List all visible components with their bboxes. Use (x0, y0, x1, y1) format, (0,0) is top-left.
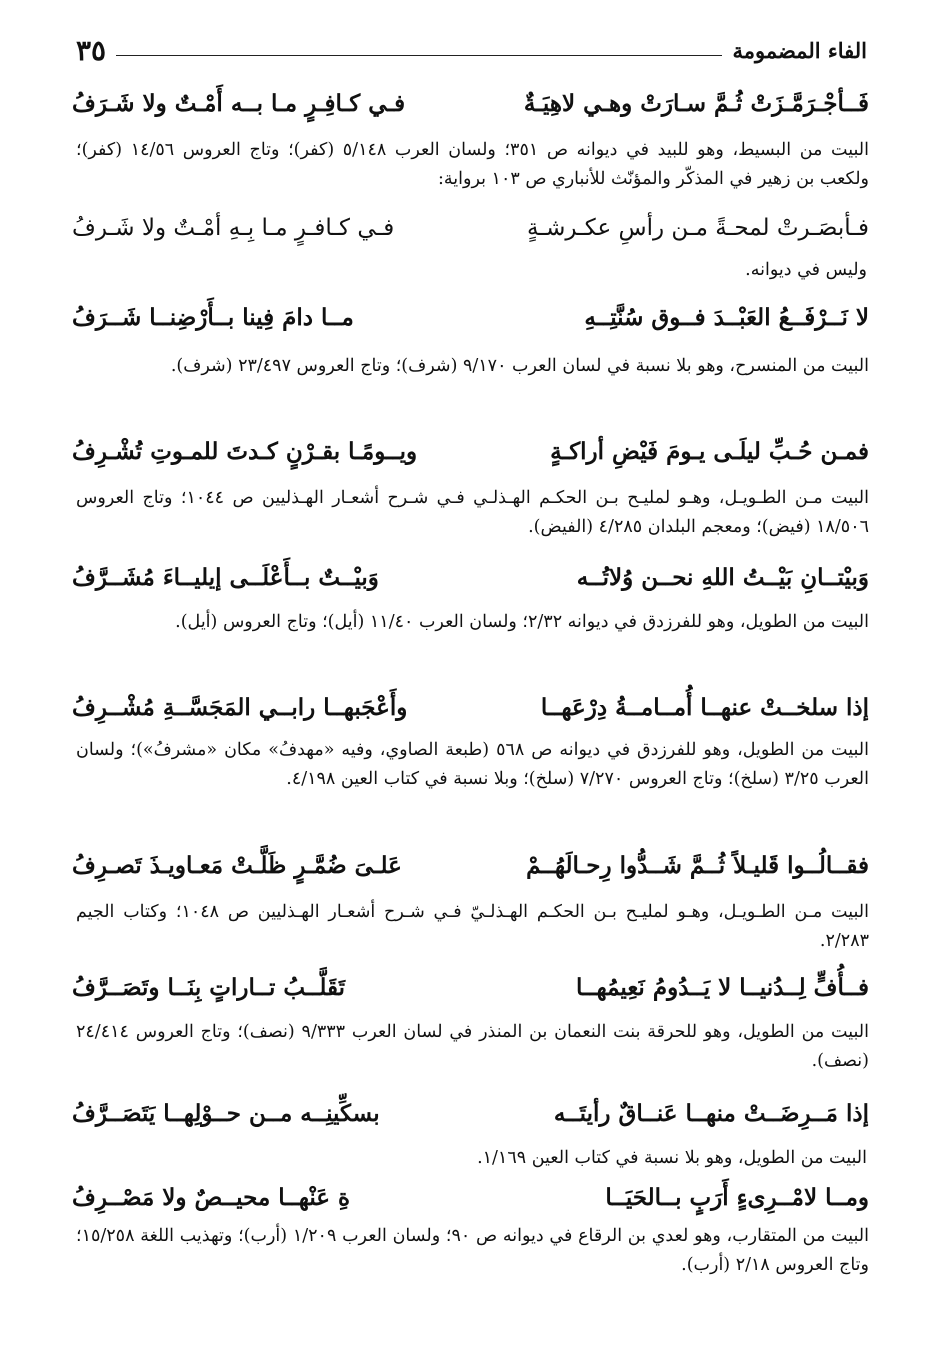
verse-first-hemistich: فــأُفٍّ لِــدُنيــا لا يَــدُومُ نَعِيمُهــا (576, 974, 869, 1001)
verse-commentary: البيت من الطويل، وهو للفرزدق في ديوانه ٢/٣٢؛ ولسان العرب ١١/٤٠ (أيل)؛ وتاج العروس (أيل). (175, 612, 869, 632)
verse-line (72, 84, 869, 124)
verse-line (72, 1094, 869, 1134)
verse-second-hemistich: مــا دامَ فِينا بــأَرْضِنــا شَــرَفُ (72, 304, 354, 331)
verse-second-hemistich: عَلـىَ ضُمَّـرٍ ظَلَّـتْ مَعـاويـذَ تَصـرِفُ (72, 852, 402, 879)
verse-first-hemistich: ومــا لامْــرِىءٍ أَرَبٍ بــالحَيَــا (605, 1184, 869, 1211)
verse-second-hemistich: ةِ عَنْهــا محيــصٌ ولا مَصْــرِفُ (72, 1184, 351, 1211)
header-rule (116, 55, 722, 56)
verse-first-hemistich: إذا سلخــتْ عنهــا أُمــامــةُ دِرْعَهــا (540, 694, 869, 721)
page-number: ٣٥ (76, 33, 107, 67)
verse-commentary: وليس في ديوانه. (745, 260, 867, 280)
verse-first-hemistich: فـأبصَـرتْ لمحـةً مـن رأسِ عكـرشـةٍ (527, 215, 869, 241)
verse-second-hemistich: ويــومًـا بقـرْنٍ كـدتَ للمـوتِ تُشْـرِفُ (72, 438, 418, 465)
verse-second-hemistich: فـي كـافـرٍ مـا بِـهِ أمْـتٌ ولا شَـرفُ (72, 215, 395, 241)
verse-line (72, 558, 869, 598)
verse-commentary: البيت من المنسرح، وهو بلا نسبة في لسان العرب ٩/١٧٠ (شرف)؛ وتاج العروس ٢٣/٤٩٧ (شرف). (170, 356, 869, 376)
verse-commentary: البيت من المتقارب، وهو لعدي بن الرقاع في ديوانه ص ٩٠؛ ولسان العرب ١/٢٠٩ (أرب)؛ وتهذيب اللغة ١٥/٢٥٨؛ وتاج العروس ٢/١٨ (أرب). (76, 1226, 869, 1275)
verse-first-hemistich: لا نَــرْفَــعُ العَبْــدَ فــوق سُنَّتِــهِ (584, 304, 869, 331)
verse-commentary: البيت من الطويل، وهو للحرقة بنت النعمان بن المنذر في لسان العرب ٩/٣٣٣ (نصف)؛ وتاج العروس ٢٤/٤١٤ (نصف). (76, 1022, 869, 1071)
verse-commentary: البيت مـن الطـويـل، وهـو لمليـح بـن الحكـم الهـذلـي فـي شـرح أشعـار الهـذليين ص ١٠٤٤؛ وتاج العروس ١٨/٥٠٦ (فيض)؛ ومعجم البلدان ٤/٢٨٥ (الفيض). (76, 488, 869, 537)
verse-second-hemistich: تَقَلَّــبُ تــاراتٍ بِنَــا وتَصَــرَّفُ (72, 974, 346, 1001)
verse-line (72, 298, 869, 338)
verse-line (72, 688, 869, 728)
verse-line (72, 432, 869, 472)
verse-first-hemistich: فمـن حُـبِّ ليلَـى يـومَ فَيْضِ أراكـةٍ (550, 438, 869, 465)
verse-commentary: البيت من البسيط، وهو للبيد في ديوانه ص ٣٥١؛ ولسان العرب ٥/١٤٨ (كفر)؛ وتاج العروس ١٤/٥٦ (كفر)؛ ولكعب بن زهير في المذكّر والمؤنّث للأنباري ص ١٠٣ برواية: (76, 140, 869, 189)
verse-second-hemistich: وأَعْجَبهــا رابــي المَجَسَّــةِ مُشْــرِفُ (72, 694, 408, 721)
verse-first-hemistich: فقــالُــوا قَليـلاً ثُــمَّ شَــدُّوا رِحـالَهُــمْ (526, 852, 869, 879)
verse-line (72, 846, 869, 886)
verse-second-hemistich: بسكِّينِــه مــن حــوْلِهــا يَتَصَــرَّفُ (72, 1100, 380, 1127)
verse-commentary: البيت من الطويل، وهو بلا نسبة في كتاب العين ١/١٦٩. (477, 1148, 867, 1168)
verse-first-hemistich: إذا مَــرِضَــتْ منهــا عَنــاقٌ رأيتَــه (553, 1100, 869, 1127)
verse-commentary: البيت مـن الطـويـل، وهـو لمليـح بـن الحكـم الهـذلـيّ فـي شـرح أشعـار الهـذليين ص ١٠٤٨؛ وكتاب الجيم ٢/٢٨٣. (76, 902, 869, 951)
verse-commentary: البيت من الطويل، وهو للفرزدق في ديوانه ص ٥٦٨ (طبعة الصاوي، وفيه «مهدفُ» مكان «مشرفُ»)؛ ولسان العرب ٣/٢٥ (سلخ)؛ وتاج العروس ٧/٢٧٠ (سلخ)؛ وبلا نسبة في كتاب العين ٤/١٩٨. (76, 740, 869, 789)
verse-first-hemistich: وَبيْتــانِ بَيْــتُ اللهِ نحــن وُلاتُــه (576, 564, 869, 591)
verse-second-hemistich: فـي كـافِـرٍ مـا بــه أَمْـتٌ ولا شَـرَفُ (72, 90, 406, 117)
page-header (72, 34, 867, 66)
verse-line (72, 208, 869, 248)
verse-line (72, 1178, 869, 1218)
verse-line (72, 968, 869, 1008)
verse-first-hemistich: فَــأجْـرَمَّـزَتْ ثُـمَّ سـارَتْ وهـي لاهِيَـةٌ (523, 90, 869, 117)
running-title: الفاء المضمومة (732, 37, 867, 63)
verse-second-hemistich: وَبيْــتٌ بــأَعْلَــى إيليــاءَ مُشَــرَّفُ (72, 564, 379, 591)
